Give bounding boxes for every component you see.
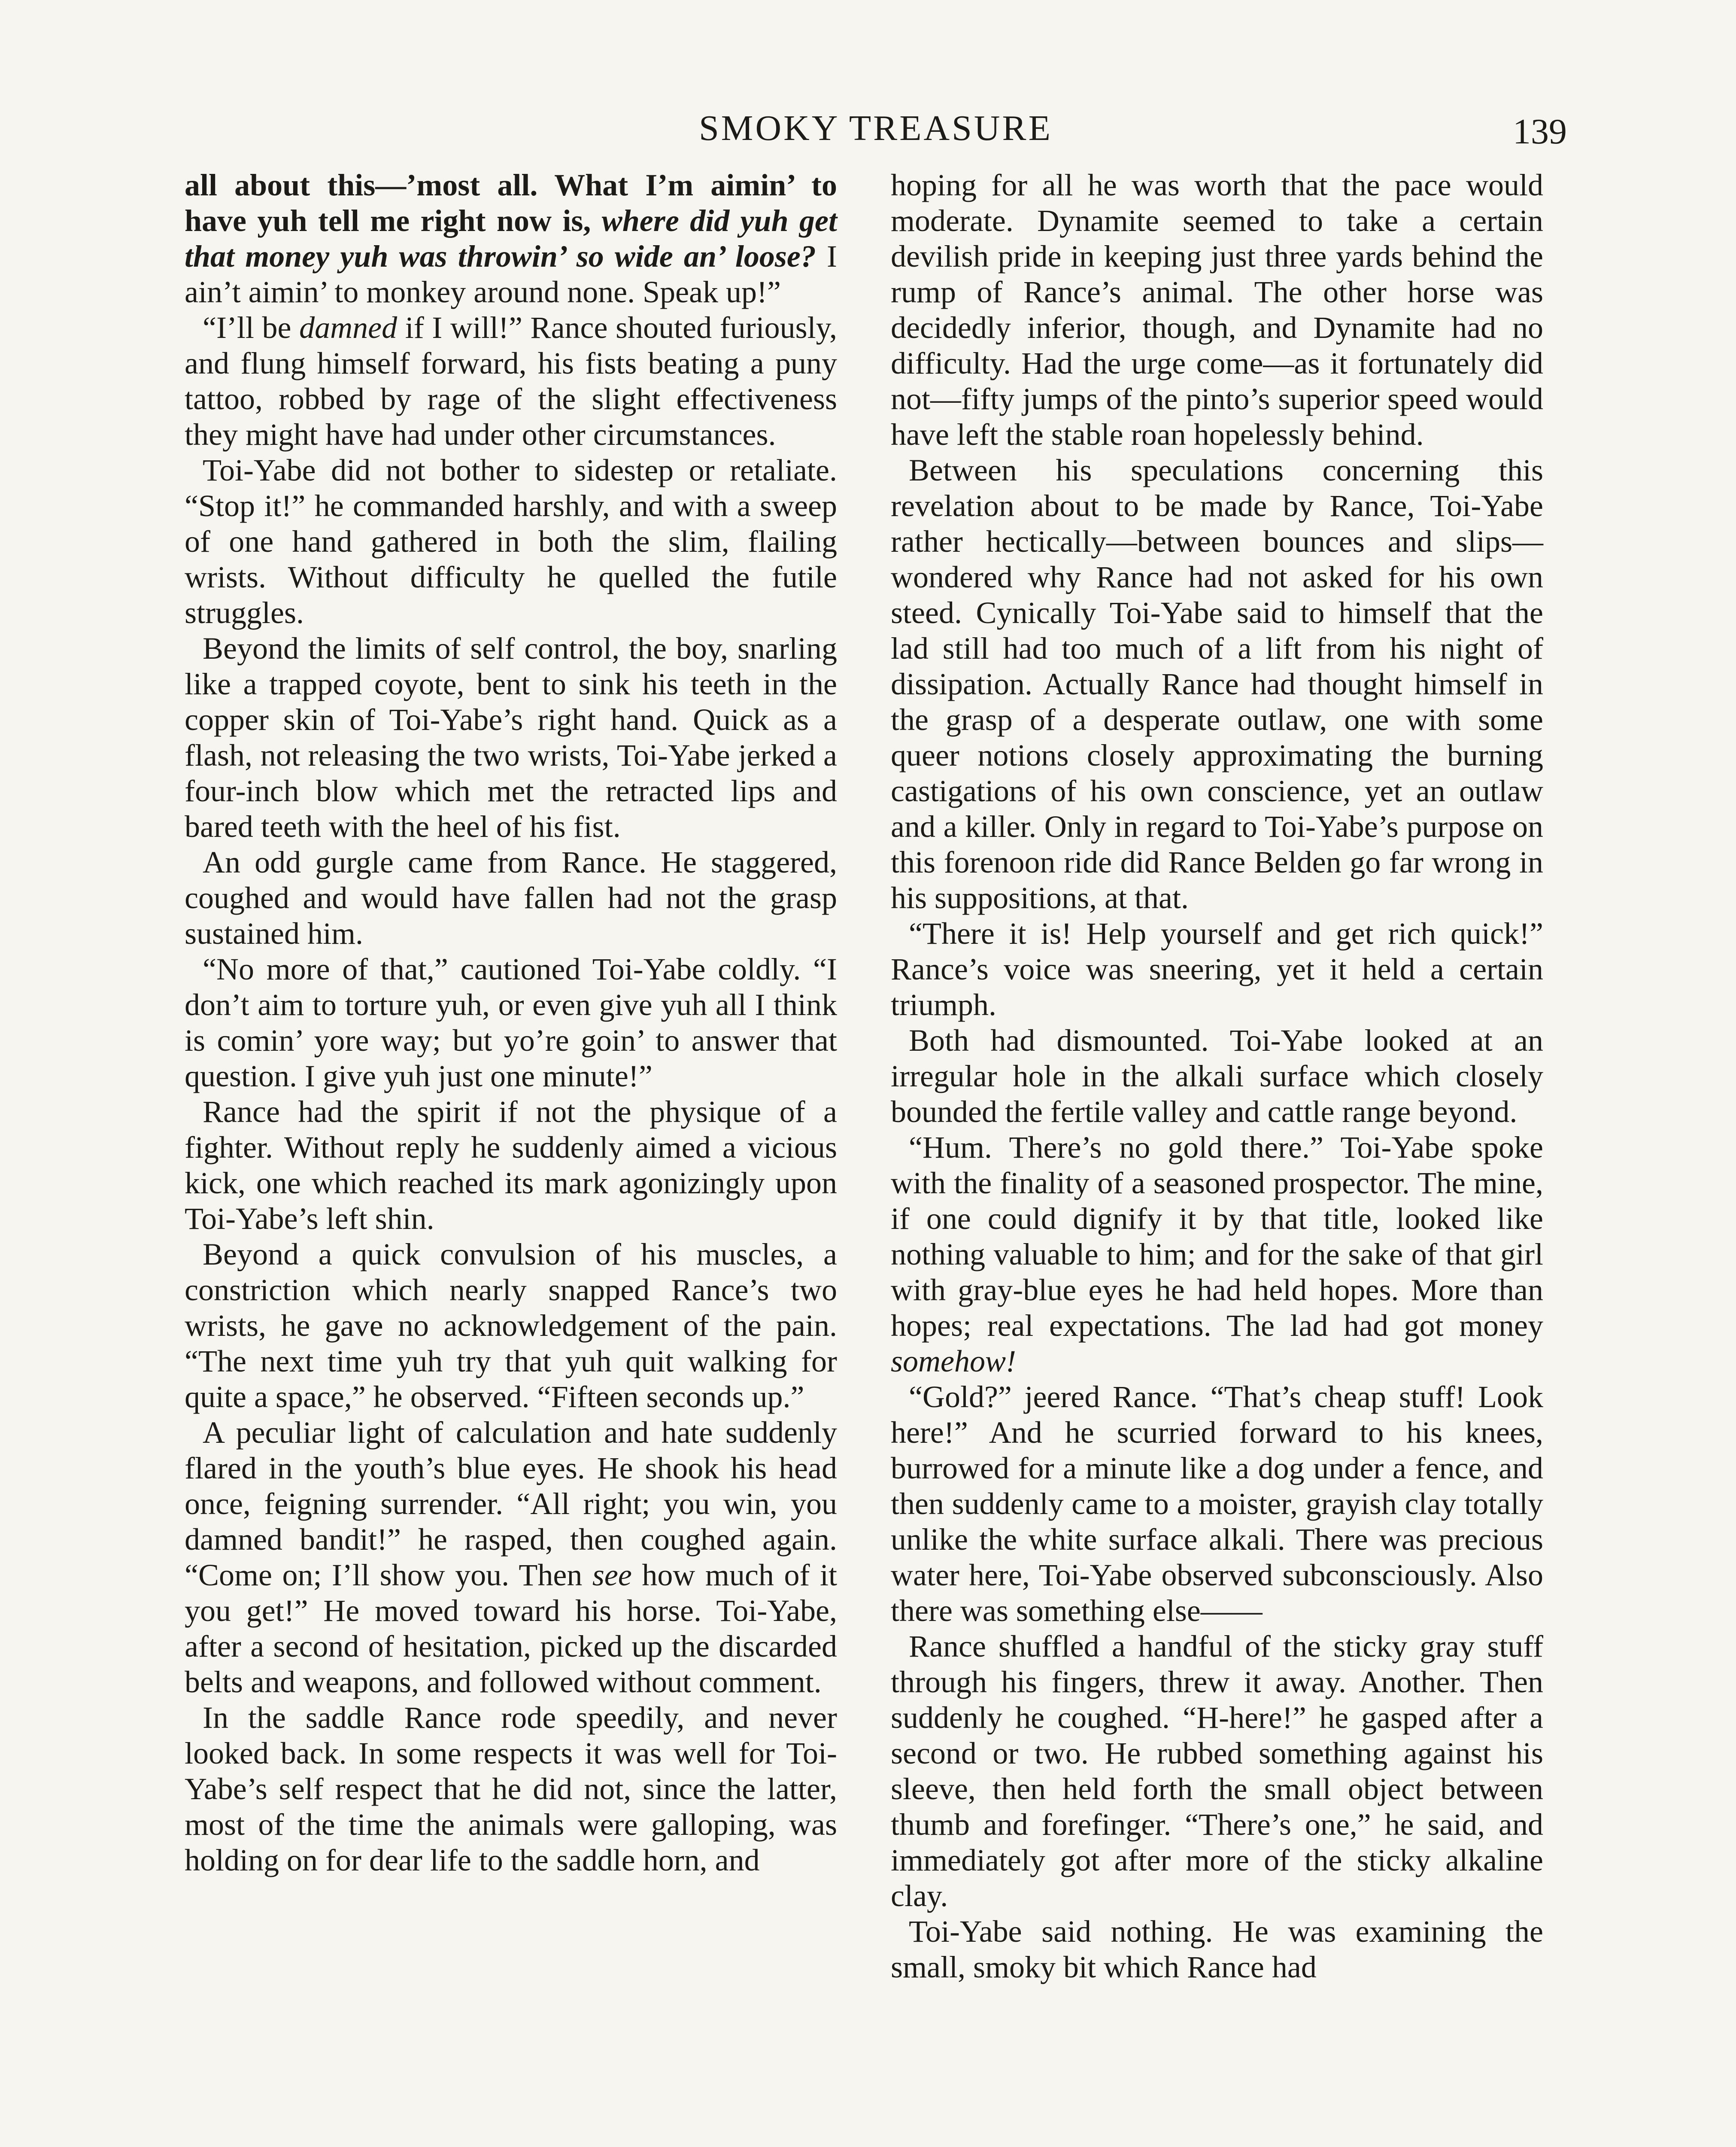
paragraph: Beyond the limits of self control, the boy, snarling like a trapped coyote, bent to sink his teeth in the copper skin of Toi-Yabe’s right hand. Quick as a flash, not releasing the two wrists, Toi-Yabe jerked a four-inch blow which met the retracted lips and bared teeth with the heel of his fist. (185, 631, 837, 844)
italic-text: somehow! (891, 1344, 1016, 1378)
paragraph: Rance had the spirit if not the physique of a fighter. Without reply he suddenly aimed a vicious kick, one which reached its mark agonizingly upon Toi-Yabe’s left shin. (185, 1095, 837, 1236)
page-title: SMOKY TREASURE (699, 108, 1053, 148)
paragraph: Both had dismounted. Toi-Yabe looked at an irregular hole in the alkali surface which closely bounded the fertile valley and cattle range beyond. (891, 1023, 1543, 1129)
paragraph (185, 310, 837, 453)
paragraph: Between his speculations concerning this revelation about to be made by Rance, Toi-Yabe rather hectically—between bounces and slips—wondered why Rance had not asked for his own steed. Cynically Toi-Yabe said to himself that the lad still had too much of a lift from his night of dissipation. Actually Rance had thought himself in the grasp of a desperate outlaw, one with some queer notions closely approximating the burning castigations of his own conscience, yet an outlaw and a killer. Only in regard to Toi-Yabe’s purpose on this forenoon ride did Rance Belden go far wrong in his suppositions, at that. (891, 453, 1543, 915)
paragraph: Beyond a quick convulsion of his muscles, a constriction which nearly snapped Rance’s two wrists, he gave no acknowledgement of the pain. “The next time yuh try that yuh quit walking for quite a space,” he observed. “Fifteen seconds up.” (185, 1237, 837, 1414)
paragraph: “Gold?” jeered Rance. “That’s cheap stuff! Look here!” And he scurried forward to his knees, burrowed for a minute like a dog under a fence, and then suddenly came to a moister, grayish clay totally unlike the white surface alkali. There was precious water here, Toi-Yabe observed subconsciously. Also there was something else—— (891, 1380, 1543, 1628)
running-head (185, 107, 1567, 163)
text: A peculiar light of calculation and hate suddenly flared in the youth’s blue eyes. He shook his head once, feigning surrender. “All right; you win, you damned bandit!” he rasped, then coughed again. “Come on; I’ll show you. Then (185, 1415, 837, 1592)
italic-text: see (592, 1558, 632, 1592)
italic-text: damned (299, 310, 398, 345)
paragraph: An odd gurgle came from Rance. He staggered, coughed and would have fallen had not the grasp sustained him. (185, 845, 837, 951)
italic-text: where did yuh get that money yuh was throwin’ so wide an’ loose? (185, 204, 837, 274)
page-number: 139 (1513, 112, 1567, 152)
bold-text: What I’m aimin’ to have yuh tell me right now is, (185, 168, 837, 238)
paragraph: Rance shuffled a handful of the sticky gray stuff through his fingers, threw it away. Another. Then suddenly he coughed. “H-here!” he gasped after a second or two. He rubbed something against his sleeve, then held forth the small object between thumb and forefinger. “There’s one,” he said, and immediately got after more of the sticky alkaline clay. (891, 1629, 1543, 1913)
left-column (185, 167, 837, 1878)
text: “I’ll be (203, 310, 300, 345)
paragraph: Toi-Yabe said nothing. He was examining the small, smoky bit which Rance had (891, 1914, 1543, 1984)
paragraph: In the saddle Rance rode speedily, and never looked back. In some respects it was well for Toi-Yabe’s self respect that he did not, since the latter, most of the time the animals were galloping, was holding on for dear life to the saddle horn, and (185, 1700, 837, 1877)
paragraph: hoping for all he was worth that the pace would moderate. Dynamite seemed to take a certain devilish pride in keeping just three yards behind the rump of Rance’s animal. The other horse was decidedly inferior, though, and Dynamite had no difficulty. Had the urge come—as it fortunately did not—fifty jumps of the pinto’s superior speed would have left the stable roan hopelessly behind. (891, 168, 1543, 452)
bold-lead-text: all about this—’most all. (185, 168, 538, 202)
text: I ain’t aimin’ to monkey around none. Speak up!” (185, 239, 838, 309)
paragraph: Toi-Yabe did not bother to sidestep or retaliate. “Stop it!” he commanded harshly, and with a sweep of one hand gathered in both the slim, flailing wrists. Without difficulty he quelled the futile struggles. (185, 453, 837, 630)
text: if I will!” Rance shouted furiously, and flung himself forward, his fists beating a puny tattoo, robbed by rage of the slight effectiveness they might have had under other circumstances. (185, 310, 838, 452)
paragraph (185, 167, 837, 310)
text: how much of it you get!” He moved toward his horse. Toi-Yabe, after a second of hesitation, picked up the discarded belts and weapons, and followed without comment. (185, 1558, 837, 1699)
paragraph (185, 1415, 837, 1700)
right-column (891, 167, 1543, 1985)
paragraph: “No more of that,” cautioned Toi-Yabe coldly. “I don’t aim to torture yuh, or even give yuh all I think is comin’ yore way; but yo’re goin’ to answer that question. I give yuh just one minute!” (185, 952, 837, 1093)
text: “Hum. There’s no gold there.” Toi-Yabe spoke with the finality of a seasoned prospector. The mine, if one could dignify it by that title, looked like nothing valuable to him; and for the sake of that girl with gray-blue eyes he had held hopes. More than hopes; real expectations. The lad had got money (891, 1130, 1543, 1343)
paragraph: “There it is! Help yourself and get rich quick!” Rance’s voice was sneering, yet it held a certain triumph. (891, 916, 1543, 1022)
paragraph (891, 1130, 1543, 1379)
